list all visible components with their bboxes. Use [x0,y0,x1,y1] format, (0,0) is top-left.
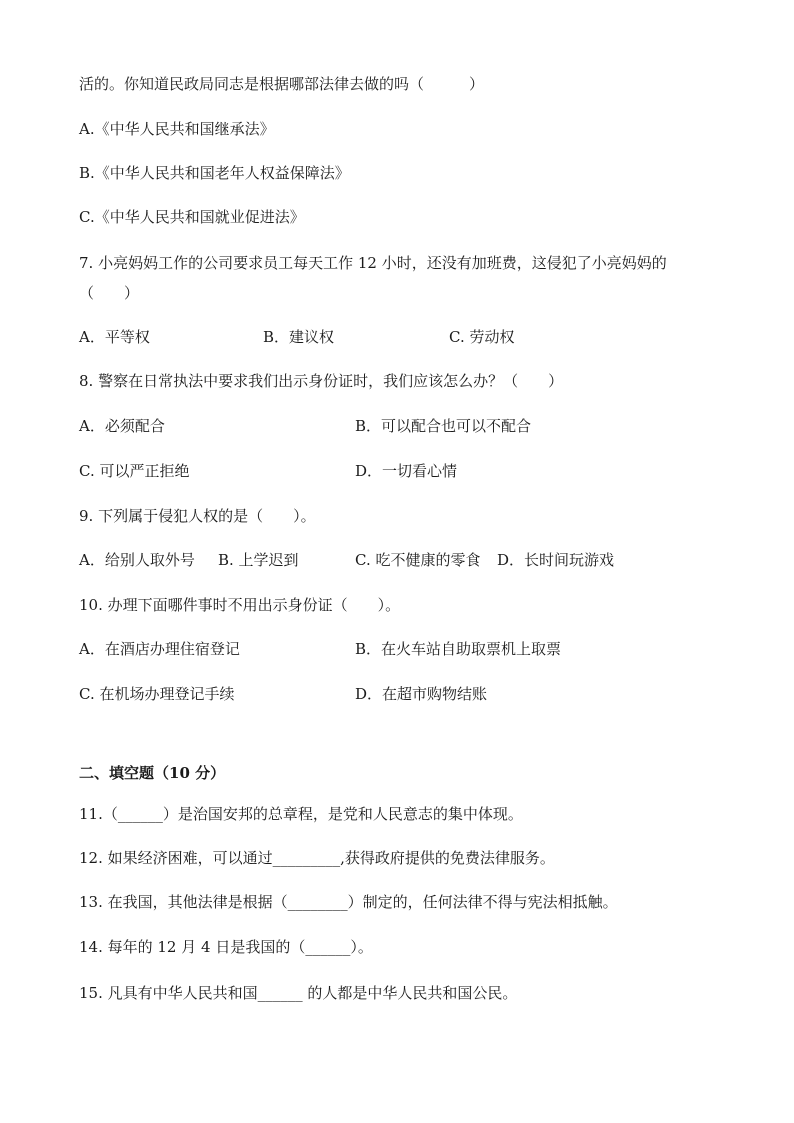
q9-option-d: D．长时间玩游戏 [497,551,615,569]
q8-stem: 8. 警察在日常执法中要求我们出示身份证时，我们应该怎么办？（ ） [79,372,564,390]
q8-option-d: D．一切看心情 [355,462,458,480]
q10-option-c: C. 在机场办理登记手续 [79,685,235,703]
q6-option-c: C.《中华人民共和国就业促进法》 [79,208,305,226]
q9-stem: 9. 下列属于侵犯人权的是（ ）。 [79,507,316,525]
q6-option-b: B.《中华人民共和国老年人权益保障法》 [79,164,350,182]
q9-option-b: B. 上学迟到 [218,551,299,569]
fill-blank-14: 14. 每年的 12 月 4 日是我国的（______）。 [79,938,373,956]
q7-option-a: A．平等权 [79,328,150,346]
fill-blank-15: 15. 凡具有中华人民共和国______ 的人都是中华人民共和国公民。 [79,984,518,1002]
q10-option-d: D．在超市购物结账 [355,685,488,703]
q7-option-c: C. 劳动权 [449,328,515,346]
q6-option-a: A.《中华人民共和国继承法》 [79,120,275,138]
q7-stem: 7. 小亮妈妈工作的公司要求员工每天工作 12 小时，还没有加班费，这侵犯了小亮妈妈的 [79,254,667,272]
q10-option-a: A．在酒店办理住宿登记 [79,640,240,658]
fill-blank-11: 11.（______）是治国安邦的总章程，是党和人民意志的集中体现。 [79,805,523,823]
q8-option-b: B．可以配合也可以不配合 [355,417,532,435]
q7-option-b: B．建议权 [263,328,335,346]
q9-option-a: A．给别人取外号 [79,551,195,569]
section-2-heading: 二、填空题（10 分） [79,764,226,782]
q7-stem-answer: （ ） [79,284,140,302]
q8-option-c: C. 可以严正拒绝 [79,462,190,480]
q10-option-b: B．在火车站自助取票机上取票 [355,640,562,658]
fill-blank-13: 13. 在我国，其他法律是根据（________）制定的，任何法律不得与宪法相抵触。 [79,893,618,911]
q6-stem-tail: 活的。你知道民政局同志是根据哪部法律去做的吗（ ） [79,75,485,93]
q10-stem: 10. 办理下面哪件事时不用出示身份证（ ）。 [79,596,401,614]
q8-option-a: A．必须配合 [79,417,165,435]
fill-blank-12: 12. 如果经济困难，可以通过_________,获得政府提供的免费法律服务。 [79,849,555,867]
q9-option-c: C. 吃不健康的零食 [355,551,481,569]
